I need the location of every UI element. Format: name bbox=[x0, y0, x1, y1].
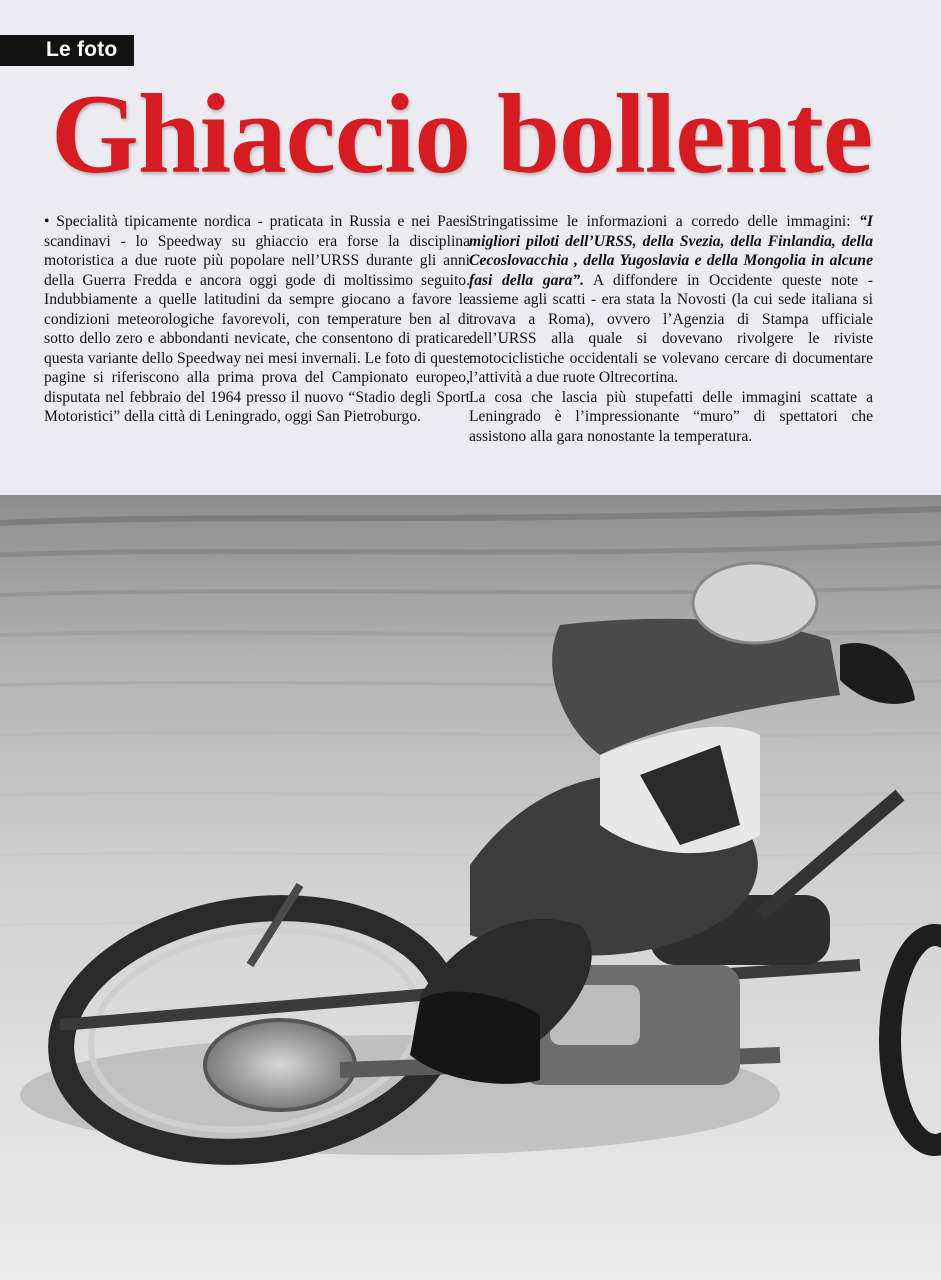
intro-text: Stringatissime le informazioni a corredo delle immagini: bbox=[469, 213, 860, 230]
article-paragraph: La cosa che lascia più stupefatti delle immagini scattate a Leningrado è l’impressionante “muro” di spettatori che assistono alla gara nonostante la temperatura. bbox=[469, 388, 873, 445]
photo-caption-quote: “I migliori piloti dell’URSS, della Svezia, della Finlandia, della Cecoslovacchia , della Yugoslavia e della Mongolia in alcune fasi della gara”. bbox=[469, 213, 873, 289]
speedway-photo bbox=[0, 495, 941, 1280]
section-tag bbox=[0, 35, 134, 66]
body-text: A diffondere in Occidente queste note - assieme agli scatti - era stata la Novosti (la cui sede italiana si trovava a Roma), ovvero l’Agenzia di Stampa ufficiale dell’URSS alla quale si dovevano rivolgere le riviste motociclistiche occidentali se volevano cercare di documentare l’attività a due ruote Oltrecortina. bbox=[469, 271, 873, 386]
article-paragraph bbox=[469, 212, 873, 388]
article-paragraph: • Specialità tipicamente nordica - praticata in Russia e nei Paesi scandinavi - lo Speedway su ghiaccio era forse la disciplina motoristica a due ruote più popolare nell’URSS durante gli anni della Guerra Fredda e ancora oggi gode di moltissimo seguito. Indubbiamente a quelle latitudini da sempre giocano a favore le condizioni meteorologiche favorevoli, con temperature ben al di sotto dello zero e abbondanti nevicate, che consentono di praticare questa variante dello Speedway nei mesi invernali. Le foto di queste pagine si riferiscono alla prima prova del Campionato europeo, disputata nel febbraio del 1964 presso il nuovo “Stadio degli Sport Motoristici” della città di Leningrado, oggi San Pietroburgo. bbox=[44, 213, 470, 425]
headline: Ghiaccio bollente bbox=[51, 72, 873, 197]
article-column-left bbox=[44, 212, 470, 427]
section-label: Le foto bbox=[46, 38, 118, 61]
article-column-right bbox=[469, 212, 873, 446]
